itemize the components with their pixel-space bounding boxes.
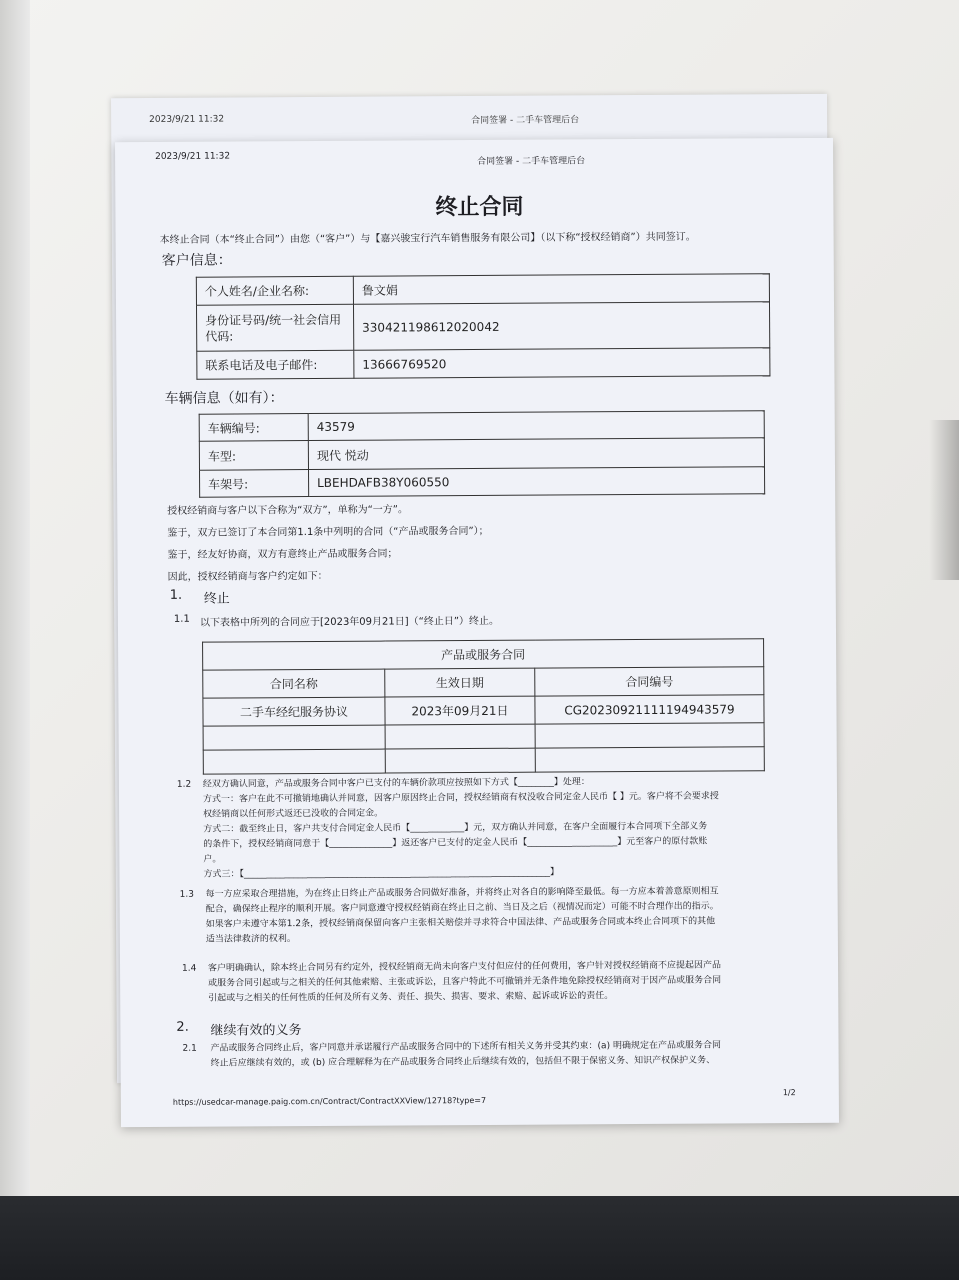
clause-1-4-number: 1.4 bbox=[182, 963, 197, 974]
table-cell: 二手车经纪服务协议 bbox=[203, 697, 385, 726]
clause-line: 户。 bbox=[203, 854, 222, 865]
table-row-empty bbox=[203, 723, 764, 750]
customer-label: 联系电话及电子邮件: bbox=[197, 350, 354, 379]
clause-line: 方式一：客户在此不可撤销地确认并同意，因客户原因终止合同，授权经销商有权没收合同定金人民币【 】元。客户将不会要求授 bbox=[202, 791, 719, 805]
clause-1-3-number: 1.3 bbox=[179, 889, 194, 900]
vehicle-section-heading: 车辆信息（如有）： bbox=[164, 390, 284, 407]
contract-intro: 本终止合同（本“终止合同”）由您（“客户”）与【嘉兴骏宝行汽车销售服务有限公司】（以下称“授权经销商”）共同签订。 bbox=[159, 231, 696, 246]
customer-label: 个人姓名/企业名称: bbox=[196, 276, 353, 305]
clause-2-1-number: 2.1 bbox=[182, 1043, 197, 1054]
print-date: 2023/9/21 11:32 bbox=[155, 151, 231, 162]
section-1-title: 终止 bbox=[203, 591, 230, 607]
table-header: 合同编号 bbox=[535, 667, 764, 696]
recital-parties: 授权经销商与客户以下合称为“双方”，单称为“一方”。 bbox=[167, 504, 409, 517]
table-cell: 2023年09月21日 bbox=[385, 696, 535, 725]
clause-line: 方式二：截至终止日，客户共支付合同定金人民币【____________】元，双方确认并同意，在客户全面履行本合同项下全部义务 bbox=[203, 821, 708, 835]
clause-line: 如果客户未遵守本第1.2条，授权经销商保留向客户主张相关赔偿并寻求符合中国法律、产品或服务合同或本终止合同项下的其他 bbox=[205, 916, 716, 930]
clause-2-1-text bbox=[210, 1039, 721, 1072]
vehicle-row bbox=[200, 467, 765, 497]
vehicle-value: 现代 悦动 bbox=[308, 438, 764, 470]
clause-line: 引起或与之相关的任何性质的任何及所有义务、责任、损失、损害、要求、索赔、起诉或诉讼的责任。 bbox=[208, 991, 614, 1004]
customer-value: 13666769520 bbox=[354, 348, 770, 379]
clause-line: 适当法律救济的权利。 bbox=[205, 934, 296, 945]
table-header: 生效日期 bbox=[385, 668, 535, 697]
table-caption-row bbox=[203, 639, 764, 670]
footer-url: https://usedcar-manage.paig.com.cn/Contract/ContractXXView/12718?type=7 bbox=[172, 1095, 487, 1107]
clause-1-1-text: 以下表格中所列的合同应于[2023年09月21日]（“终止日”）终止。 bbox=[199, 615, 500, 629]
table-edge-shadow bbox=[0, 0, 30, 1196]
clause-line: 客户明确确认，除本终止合同另有约定外，授权经销商无尚未向客户支付但应付的任何费用，客户针对授权经销商不应提起因产品 bbox=[208, 960, 722, 974]
section-1-number: 1. bbox=[169, 587, 183, 603]
clause-1-2-text bbox=[203, 775, 720, 883]
back-sheet-date: 2023/9/21 11:32 bbox=[149, 114, 225, 125]
vehicle-value: LBEHDAFB38Y060550 bbox=[309, 467, 765, 497]
right-edge-shadow bbox=[929, 420, 959, 580]
customer-row bbox=[196, 274, 769, 305]
clause-1-4-text bbox=[208, 959, 721, 1007]
back-sheet-title: 合同签署 - 二手车管理后台 bbox=[471, 115, 580, 126]
clause-line: 每一方应采取合理措施，为在终止日终止产品或服务合同做好准备，并将终止对各自的影响降至最低。每一方应本着善意原则相互 bbox=[205, 886, 719, 900]
section-2-title: 继续有效的义务 bbox=[210, 1023, 302, 1039]
customer-row bbox=[197, 348, 770, 379]
clause-line: 方式三：【____________________________________________________________________】 bbox=[203, 867, 560, 880]
clause-line: 产品或服务合同终止后，客户同意并承诺履行产品或服务合同中的下述所有相关义务并受其约束：(a) 明确规定在产品或服务合同 bbox=[210, 1040, 721, 1054]
recital-whereas-1: 鉴于，双方已签订了本合同第1.1条中列明的合同（“产品或服务合同”）； bbox=[167, 525, 489, 539]
clause-1-3-text bbox=[206, 885, 719, 948]
clause-line: 或服务合同引起或与之相关的任何其他索赔、主张或诉讼，且客户特此不可撤销并无条件地免除授权经销商对于因产品或服务合同 bbox=[208, 975, 722, 989]
footer-page-number: 1/2 bbox=[782, 1088, 796, 1098]
customer-value: 鲁文娟 bbox=[353, 274, 769, 305]
table-caption: 产品或服务合同 bbox=[203, 639, 764, 670]
vehicle-row bbox=[199, 411, 764, 441]
lap-area bbox=[0, 1196, 959, 1280]
vehicle-label: 车辆编号: bbox=[199, 414, 308, 442]
customer-value: 330421198612020042 bbox=[353, 302, 769, 351]
vehicle-value: 43579 bbox=[308, 411, 764, 441]
table-row-empty bbox=[203, 747, 764, 774]
service-contract-table bbox=[202, 638, 765, 774]
vehicle-label: 车型: bbox=[199, 441, 308, 471]
contract-page bbox=[115, 138, 839, 1127]
customer-section-heading: 客户信息： bbox=[161, 252, 232, 269]
vehicle-row bbox=[199, 438, 764, 470]
table-row bbox=[203, 695, 764, 726]
clause-line: 的条件下，授权经销商同意于【______________】返还客户已支付的定金人民币【____________________】元至客户的原付款账 bbox=[203, 836, 708, 850]
customer-info-table bbox=[196, 273, 771, 380]
recital-whereas-2: 鉴于，经友好协商，双方有意终止产品或服务合同； bbox=[167, 548, 398, 561]
clause-1-2-number: 1.2 bbox=[176, 779, 192, 790]
clause-line: 权经销商以任何形式返还已没收的合同定金。 bbox=[203, 808, 384, 820]
vehicle-info-table bbox=[199, 410, 766, 497]
clause-line: 经双方确认同意，产品或服务合同中客户已支付的车辆价款项应按照如下方式【________】处理： bbox=[202, 777, 590, 790]
clause-line: 终止后应继续有效的，或 (b) 应合理解释为在产品或服务合同终止后继续有效的，包括但不限于保密义务、知识产权保护义务、 bbox=[210, 1055, 716, 1069]
table-cell: CG20230921111194943579 bbox=[535, 695, 764, 724]
section-2-number: 2. bbox=[176, 1019, 189, 1035]
table-header-row bbox=[203, 667, 764, 698]
clause-line: 配合，确保终止程序的顺利开展。客户同意遵守授权经销商在终止日之前、当日及之后（视情况而定）可能不时合理作出的指示。 bbox=[205, 901, 719, 915]
customer-label: 身份证号码/统一社会信用代码: bbox=[196, 304, 353, 351]
clause-1-1-number: 1.1 bbox=[173, 613, 190, 625]
table-header: 合同名称 bbox=[203, 669, 385, 698]
vehicle-label: 车架号: bbox=[200, 470, 309, 498]
contract-title: 终止合同 bbox=[435, 194, 524, 221]
customer-row bbox=[196, 302, 769, 351]
recital-therefore: 因此，授权经销商与客户约定如下： bbox=[167, 570, 328, 583]
print-page-title: 合同签署 - 二手车管理后台 bbox=[477, 156, 586, 167]
